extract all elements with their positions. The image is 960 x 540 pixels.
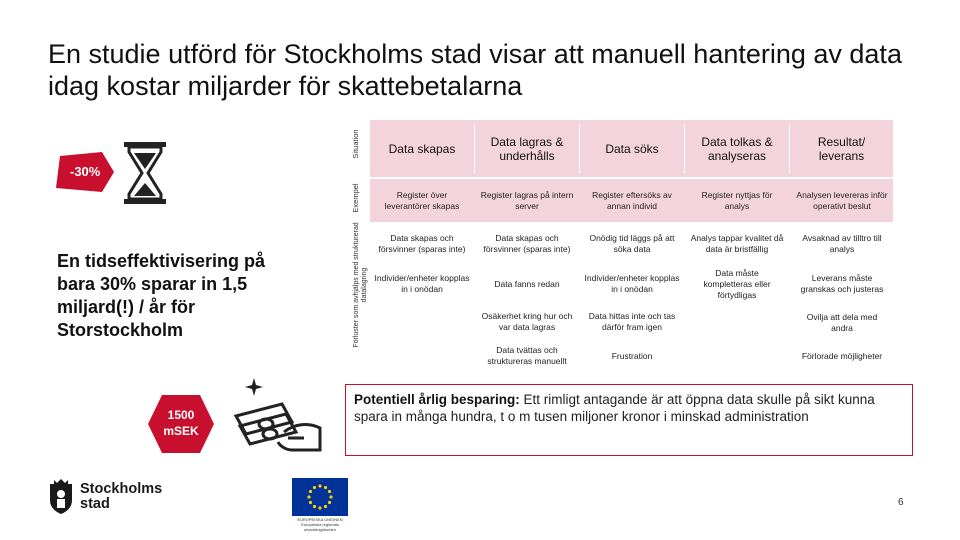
loss-cell: Frustration	[611, 350, 653, 361]
loss-cell: Ovilja att dela med andra	[806, 312, 878, 333]
loss-cell: Osäkerhet kring hur och var data lagras	[481, 311, 573, 332]
header-result-delivery: Resultat/ leverans	[817, 134, 866, 163]
savings-text: Ett rimligt antagande är att öppna data skulle på sikt kunna spara in många hundra, t o m tusen miljoner kronor i minskad administration	[354, 392, 875, 424]
header-data-created: Data skapas	[388, 141, 456, 156]
cost-badge	[148, 395, 214, 453]
eu-logo-line2: Europeiska regionala utvecklingsfonden	[301, 522, 339, 532]
loss-cell: Onödig tid läggs på att söka data	[589, 233, 675, 254]
page-number: 6	[898, 497, 904, 508]
loss-cell: Data fanns redan	[494, 278, 560, 289]
header-data-searched: Data söks	[605, 141, 659, 156]
example-cell: Register över leverantörer skapas	[384, 189, 460, 211]
loss-cell: Data tvättas och struktureras manuellt	[487, 345, 567, 366]
loss-cell: Leverans måste granskas och justeras	[800, 273, 884, 294]
cost-badge-amount: 1500	[167, 408, 195, 422]
reduction-badge-text: -30%	[70, 164, 101, 179]
loss-cell: Förlorade möjligheter	[801, 350, 883, 361]
example-row	[370, 179, 893, 222]
savings-label: Potentiell årlig besparing:	[354, 392, 520, 407]
row-label-situation: Situation	[351, 129, 360, 159]
row-label-example: Exempel	[351, 183, 360, 213]
eu-star-icon	[324, 486, 327, 489]
example-cell: Register eftersöks av annan individ	[592, 189, 672, 211]
loss-cell: Avsaknad av tilltro till analys	[802, 233, 882, 254]
savings-claim: En tidseffektivisering på bara 30% sparar in 1,5 miljard(!) / år för Storstockholm	[57, 251, 266, 340]
eu-star-icon	[313, 486, 316, 489]
eu-logo-line1: EUROPEISKA UNIONEN	[297, 517, 343, 522]
hourglass-icon	[122, 140, 168, 206]
page-title: En studie utförd för Stockholms stad visar att manuell hantering av data idag kostar miljarder för skattebetalarna	[48, 39, 902, 101]
situation-row	[370, 120, 893, 177]
stockholm-logo-line2: stad	[80, 496, 110, 512]
eu-star-icon	[318, 484, 321, 487]
loss-cell: Individer/enheter kopplas in i onödan	[374, 273, 470, 294]
loss-cell: Data hittas inte och tas därför fram igen	[588, 311, 676, 332]
loss-cell: Analys tappar kvalitet då data är bristfällig	[690, 233, 784, 254]
loss-cell: Data skapas och försvinner (sparas inte)	[483, 233, 571, 254]
potential-savings-box	[345, 384, 913, 456]
eu-star-icon	[328, 501, 331, 504]
eu-star-icon	[309, 501, 312, 504]
stockholm-logo-line1: Stockholms	[80, 481, 163, 497]
example-cell: Analysen levereras inför operativt beslut	[796, 189, 888, 211]
eu-star-icon	[328, 490, 331, 493]
eu-star-icon	[329, 495, 332, 498]
loss-cell: Data skapas och försvinner (sparas inte)	[378, 233, 466, 254]
eu-star-icon	[307, 495, 310, 498]
eu-star-icon	[309, 490, 312, 493]
loss-cell: Data måste kompletteras eller förtydligas	[703, 267, 771, 300]
cost-badge-unit: mSEK	[163, 424, 199, 438]
stockholm-logo	[48, 478, 168, 514]
reduction-badge	[56, 152, 114, 192]
eu-star-icon	[318, 506, 321, 509]
loss-cell: Individer/enheter kopplas in i onödan	[584, 273, 680, 294]
example-cell: Register nyttjas för analys	[701, 189, 773, 211]
eu-star-icon	[324, 505, 327, 508]
eu-star-icon	[313, 505, 316, 508]
header-data-analysed: Data tolkas & analyseras	[701, 134, 773, 163]
example-cell: Register lagras på intern server	[480, 189, 574, 211]
stockholm-crest-icon	[48, 478, 74, 514]
money-stack-icon	[228, 376, 324, 456]
row-label-losses: Förluster som avhjälps med strukturerad datalagring	[353, 222, 368, 348]
eu-logo	[292, 478, 348, 530]
eu-flag-icon	[292, 478, 348, 516]
header-data-stored: Data lagras & underhålls	[490, 134, 564, 163]
